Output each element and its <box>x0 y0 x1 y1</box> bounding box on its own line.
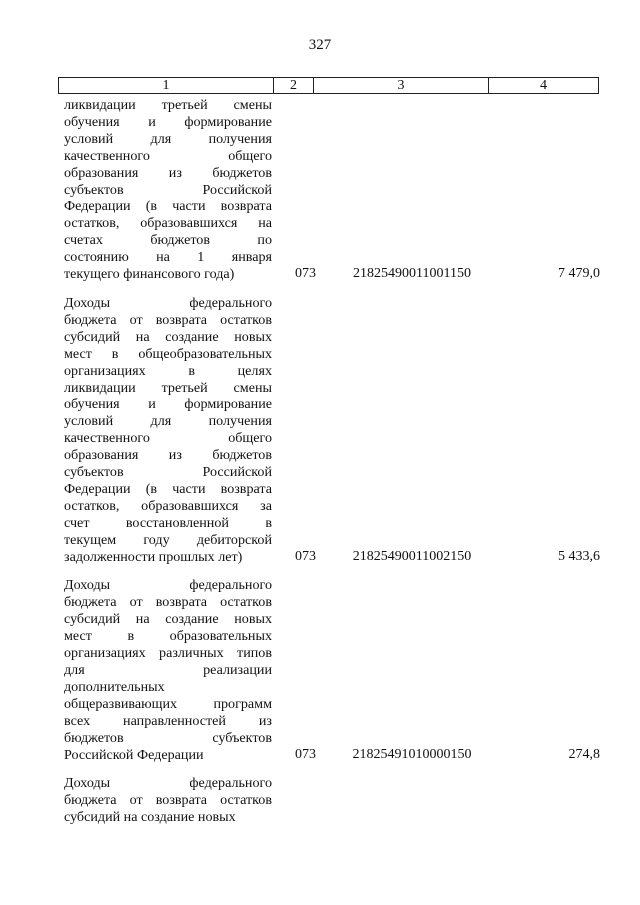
table-header <box>58 77 599 94</box>
description-line: остатков, образовавшихся на <box>64 215 272 232</box>
income-description <box>58 775 272 826</box>
description-line: организациях в целях <box>64 362 272 379</box>
description-line: общеразвивающих программ <box>64 695 272 712</box>
amount: 274,8 <box>568 746 600 762</box>
description-line: текущем году дебиторской <box>64 531 272 548</box>
income-description <box>58 577 272 763</box>
header-col-2: 2 <box>274 78 314 93</box>
description-line: образования из бюджетов <box>64 164 272 181</box>
description-line: качественного общего <box>64 147 272 164</box>
header-col-3: 3 <box>314 78 489 93</box>
budget-classification-code: 21825490011002150 <box>352 548 472 564</box>
description-line: бюджетов субъектов <box>64 729 272 746</box>
amount: 7 479,0 <box>558 266 600 282</box>
description-line: субсидий на создание новых <box>64 611 272 628</box>
description-line: субсидий на создание новых <box>64 328 272 345</box>
description-line: Федерации (в части возврата <box>64 480 272 497</box>
description-line: Российской Федерации <box>64 746 204 763</box>
description-line: Доходы федерального <box>64 775 272 792</box>
description-line: ликвидации третьей смены <box>64 379 272 396</box>
table-row <box>58 97 603 283</box>
description-line: обучения и формирование <box>64 396 272 413</box>
table-row <box>58 775 603 826</box>
budget-classification-code: 21825490011001150 <box>353 266 471 282</box>
description-line: субъектов Российской <box>64 464 272 481</box>
description-line: Доходы федерального <box>64 294 272 311</box>
description-line: всех направленностей из <box>64 712 272 729</box>
income-description <box>58 295 272 566</box>
description-line: мест в образовательных <box>64 628 272 645</box>
header-col-4: 4 <box>540 78 547 93</box>
description-line: бюджета от возврата остатков <box>64 792 272 809</box>
header-col-1: 1 <box>59 78 274 93</box>
description-line: бюджета от возврата остатков <box>64 594 272 611</box>
description-line: Федерации (в части возврата <box>64 198 272 215</box>
description-line: мест в общеобразовательных <box>64 345 272 362</box>
description-line: счетах бюджетов по <box>64 232 272 249</box>
description-line: ликвидации третьей смены <box>64 97 272 113</box>
admin-code: 073 <box>295 746 316 762</box>
description-line: для реализации <box>64 662 272 678</box>
table-body <box>58 97 603 838</box>
description-line: задолженности прошлых лет) <box>64 548 243 565</box>
description-line: организациях различных типов <box>64 645 272 662</box>
description-line: счет восстановленной в <box>64 514 272 531</box>
table-row <box>58 577 603 763</box>
description-line: бюджета от возврата остатков <box>64 311 272 328</box>
description-line: условий для получения <box>64 130 272 147</box>
table-row <box>58 295 603 566</box>
description-line: остатков, образовавшихся за <box>64 497 272 514</box>
income-description <box>58 97 272 283</box>
description-line: качественного общего <box>64 430 272 447</box>
description-line: Доходы федерального <box>64 577 272 594</box>
amount: 5 433,6 <box>558 548 600 564</box>
description-line: обучения и формирование <box>64 113 272 130</box>
description-line: субсидий на создание новых <box>64 809 236 826</box>
description-line: дополнительных <box>64 678 165 695</box>
description-line: текущего финансового года) <box>64 266 235 283</box>
budget-classification-code: 21825491010000150 <box>352 746 472 762</box>
description-line: состоянию на 1 января <box>64 249 272 266</box>
description-line: образования из бюджетов <box>64 447 272 464</box>
admin-code: 073 <box>295 266 316 282</box>
page-number: 327 <box>308 37 332 53</box>
description-line: субъектов Российской <box>64 181 272 198</box>
description-line: условий для получения <box>64 413 272 430</box>
admin-code: 073 <box>295 548 316 564</box>
